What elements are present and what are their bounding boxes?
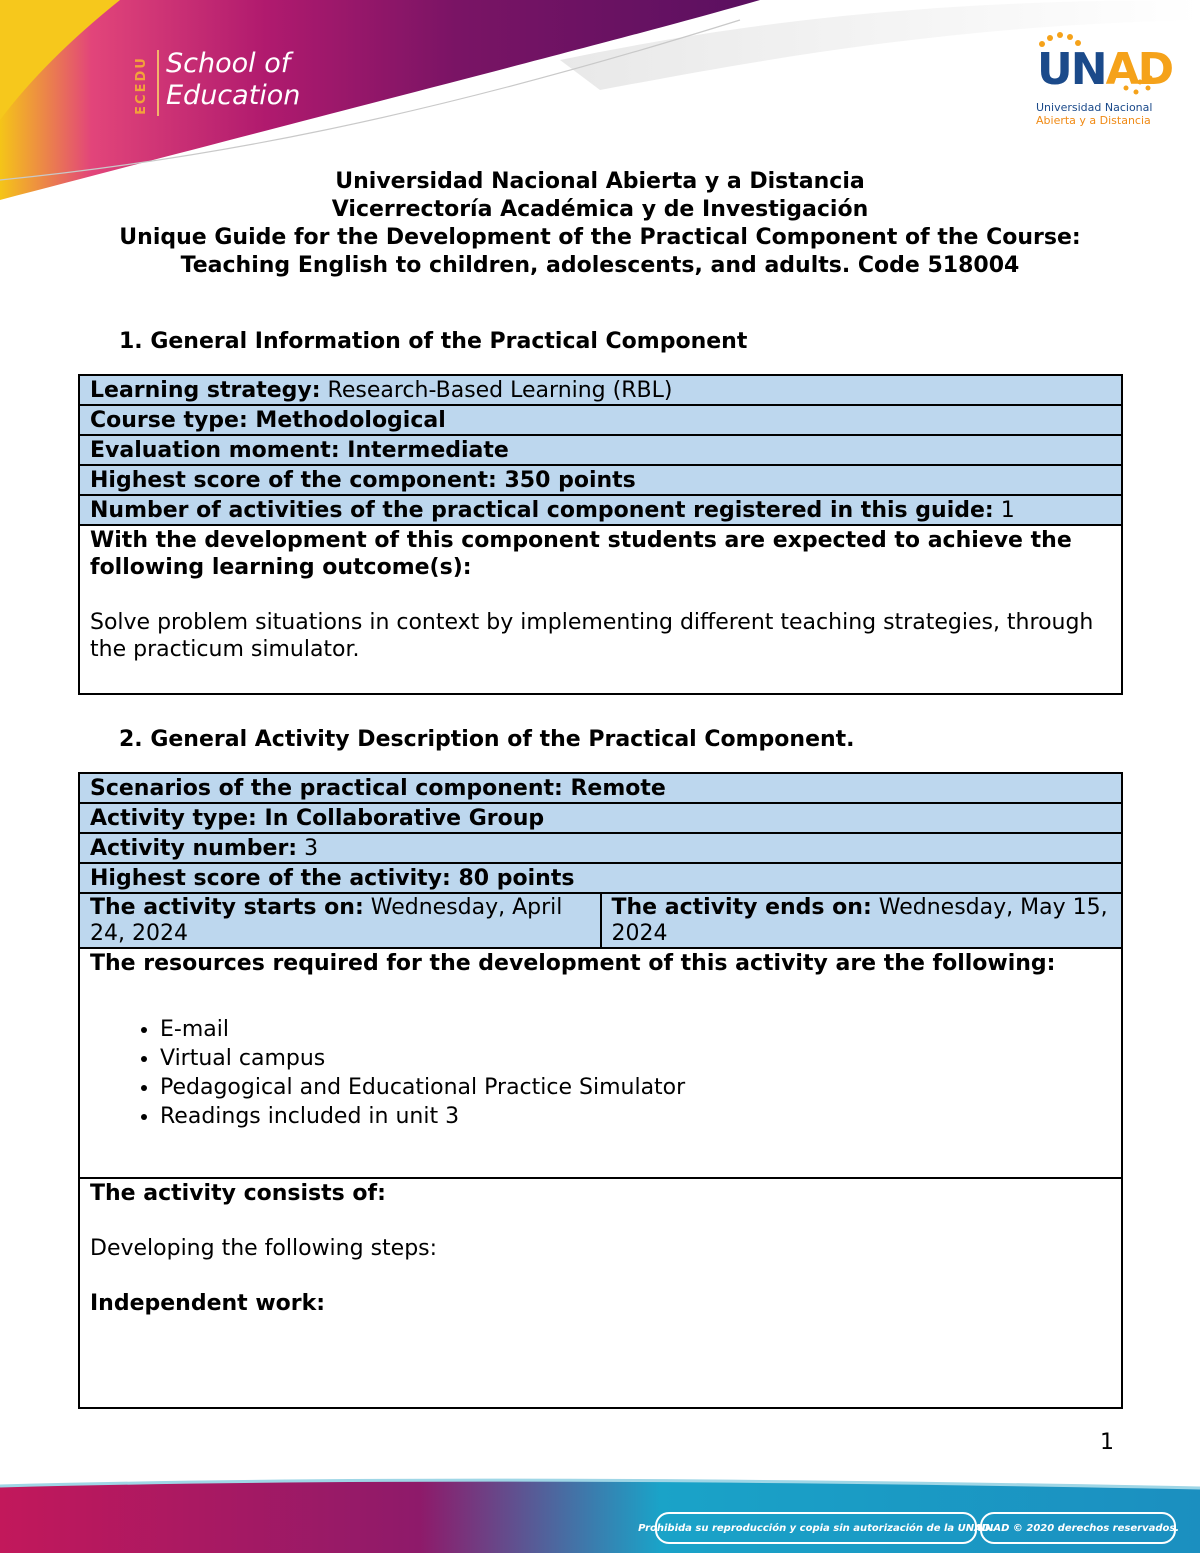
activity-number-value: 3 xyxy=(304,836,319,861)
resource-item: • Readings included in unit 3 xyxy=(160,1102,1111,1131)
heading-line4: Teaching English to children, adolescents, and adults. Code 518004 xyxy=(180,253,1020,278)
resource-item: • Pedagogical and Educational Practice Simulator xyxy=(160,1073,1111,1102)
learning-strategy-cell xyxy=(79,375,1122,405)
logo-divider xyxy=(157,50,159,116)
evaluation-moment: Evaluation moment: Intermediate xyxy=(90,438,509,463)
unad-n: N xyxy=(1070,44,1106,95)
activity-consists-cell xyxy=(79,1178,1122,1408)
activity-score-cell xyxy=(79,863,1122,893)
unad-subtitle-1: Universidad Nacional xyxy=(1036,101,1153,114)
activity-consists-label: The activity consists of: xyxy=(90,1181,386,1206)
document-heading xyxy=(0,168,1200,280)
resources-cell xyxy=(79,948,1122,1178)
unad-logo xyxy=(1037,44,1172,95)
resource-item: • E-mail xyxy=(160,1015,1111,1044)
heading-line2: Vicerrectoría Académica y de Investigación xyxy=(331,197,869,222)
learning-strategy-value: Research-Based Learning (RBL) xyxy=(327,378,673,403)
highest-score-cell xyxy=(79,465,1122,495)
activity-type-cell xyxy=(79,803,1122,833)
activity-start-label: The activity starts on: xyxy=(90,895,364,920)
activity-type: Activity type: In Collaborative Group xyxy=(90,806,545,831)
evaluation-moment-cell xyxy=(79,435,1122,465)
school-line1: School of xyxy=(166,48,291,79)
page-number: 1 xyxy=(1100,1430,1114,1455)
scenarios-cell xyxy=(79,773,1122,803)
highest-score: Highest score of the component: 350 points xyxy=(90,468,636,493)
learning-strategy-label: Learning strategy: xyxy=(90,378,321,403)
num-activities-label: Number of activities of the practical component registered in this guide: xyxy=(90,498,994,523)
footer-copyright: UNAD © 2020 derechos reservados. xyxy=(980,1512,1176,1544)
learning-outcome-label: With the development of this component students are expected to achieve the following learning outcome(s): xyxy=(90,528,1072,580)
num-activities-value: 1 xyxy=(1000,498,1015,523)
resources-label: The resources required for the development of this activity are the following: xyxy=(90,951,1056,976)
course-type: Course type: Methodological xyxy=(90,408,446,433)
resources-list xyxy=(90,1015,1111,1131)
activity-start-value: Wednesday, April 24, 2024 xyxy=(90,895,563,946)
heading-line3: Unique Guide for the Development of the Practical Component of the Course: xyxy=(119,225,1081,250)
learning-outcome-cell xyxy=(79,525,1122,694)
heading-line1: Universidad Nacional Abierta y a Distancia xyxy=(335,169,865,194)
section2-title: 2. General Activity Description of the Practical Component. xyxy=(119,727,855,752)
school-of-education-logo xyxy=(166,48,300,112)
resource-item: • Virtual campus xyxy=(160,1044,1111,1073)
unad-ad: AD xyxy=(1105,44,1173,95)
section1-table xyxy=(78,374,1123,695)
ecedu-text: ECEDU xyxy=(133,55,149,115)
activity-number-cell xyxy=(79,833,1122,863)
learning-outcome-text: Solve problem situations in context by implementing different teaching strategies, through the practicum simulator. xyxy=(90,610,1094,662)
activity-start-cell xyxy=(79,893,601,948)
section2-table xyxy=(78,772,1123,1409)
activity-end-value: Wednesday, May 15, 2024 xyxy=(611,895,1108,946)
ecedu-label xyxy=(131,50,151,120)
course-type-cell xyxy=(79,405,1122,435)
activity-consists-text: Developing the following steps: xyxy=(90,1236,438,1261)
unad-subtitle-2: Abierta y a Distancia xyxy=(1036,114,1151,127)
activity-end-label: The activity ends on: xyxy=(611,895,872,920)
scenarios: Scenarios of the practical component: Remote xyxy=(90,776,666,801)
section1-title: 1. General Information of the Practical Component xyxy=(119,329,748,354)
activity-end-cell xyxy=(601,893,1123,948)
footer-notice: Prohibida su reproducción y copia sin autorización de la UNAD. xyxy=(655,1512,977,1544)
activity-number-label: Activity number: xyxy=(90,836,298,861)
activity-highest-score: Highest score of the activity: 80 points xyxy=(90,866,575,891)
num-activities-cell xyxy=(79,495,1122,525)
school-line2: Education xyxy=(166,80,301,111)
independent-work-label: Independent work: xyxy=(90,1291,326,1316)
unad-u: U xyxy=(1037,44,1071,95)
